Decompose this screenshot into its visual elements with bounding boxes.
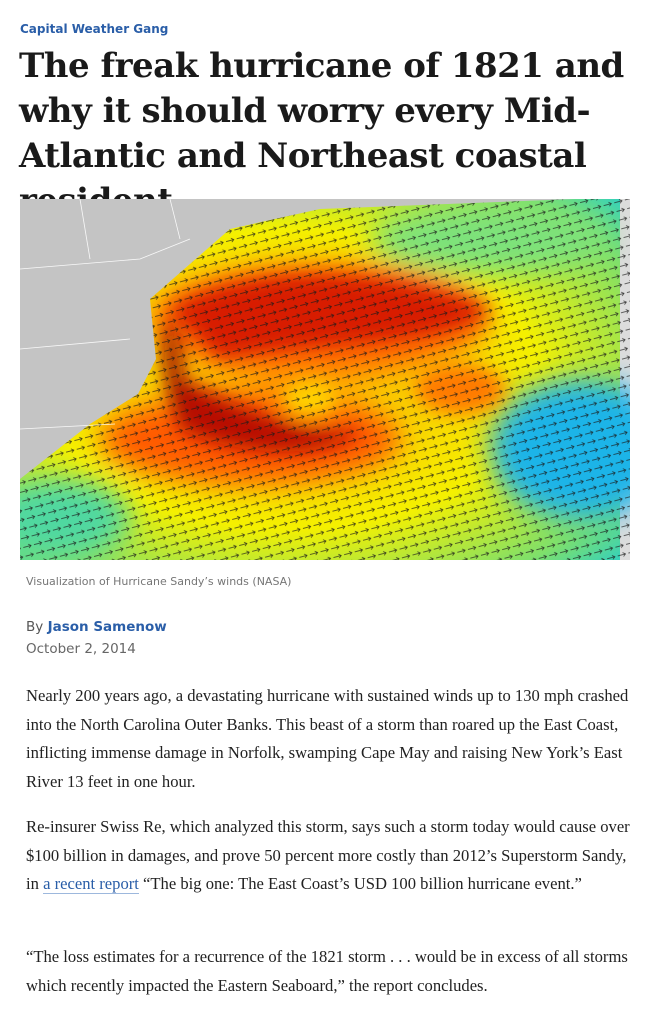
byline [26,619,167,635]
image-caption: Visualization of Hurricane Sandy’s winds (NASA) [26,575,292,588]
article-headline: The freak hurricane of 1821 and why it should worry every Mid-Atlantic and Northeast coastal [19,46,624,176]
hurricane-wind-map [20,199,630,560]
publish-date: October 2, 2014 [26,641,136,657]
paragraph-2 [26,813,634,899]
paragraph-2-text-after: “The big one: The East Coast’s USD 100 billion hurricane event.” [138,874,582,894]
paragraph-2-text-before: Re-insurer Swiss Re, which analyzed this storm, says such a storm today would cause over $100 billion in damages, and prove 50 percent more costly than 2012’s Superstorm Sandy, in [26,817,630,894]
paragraph-1: Nearly 200 years ago, a devastating hurricane with sustained winds up to 130 mph crashed into the North Carolina Outer Banks. This beast of a storm than roared up the East Coast, inflicting immense damage in Norfolk, swamping Cape May and raising New York’s East River 13 feet in one hour. [26,686,629,792]
report-link[interactable]: a recent report [43,874,139,894]
section-label[interactable]: Capital Weather Gang [20,22,169,36]
byline-prefix: By [26,619,44,635]
author-link[interactable]: Jason Samenow [47,619,167,635]
paragraph-3: “The loss estimates for a recurrence of the 1821 storm . . . would be in excess of all storms which recently impacted the Eastern Seaboard,” the report concludes. [26,947,628,995]
